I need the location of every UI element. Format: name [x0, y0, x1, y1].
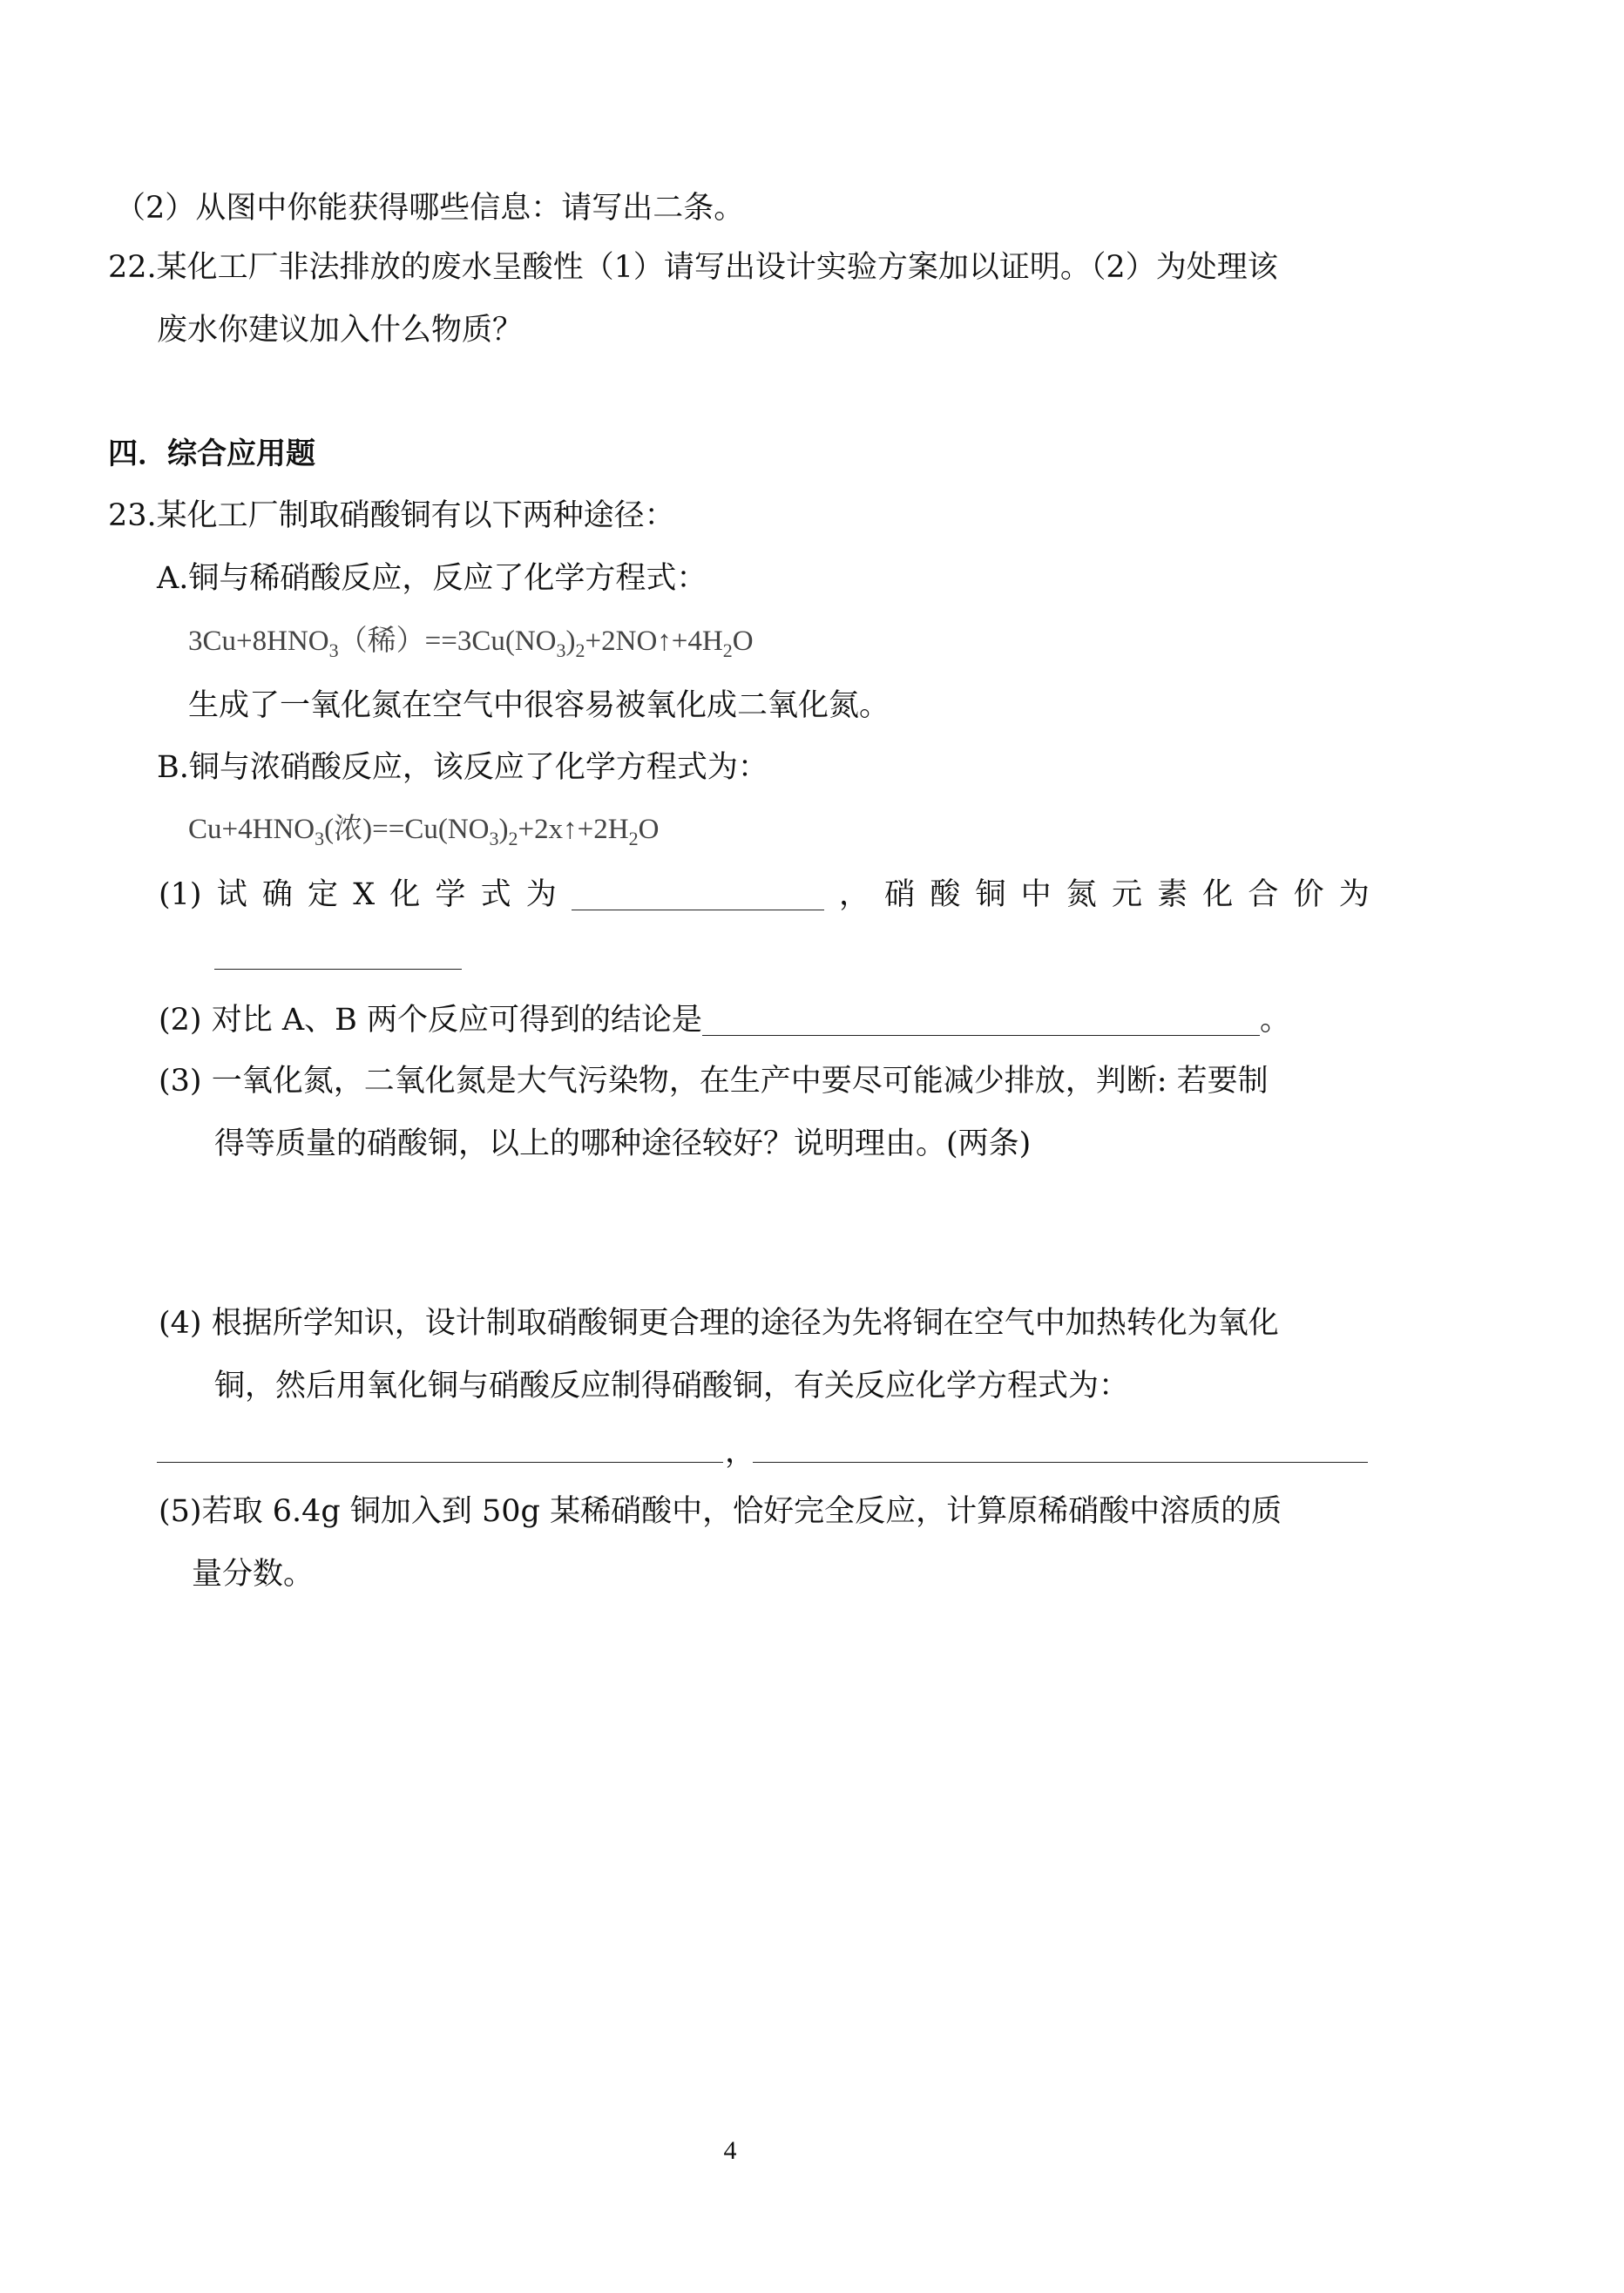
q23-sub3-line1: (3) 一氧化氮，二氧化氮是大气污染物，在生产中要尽可能减少排放，判断: 若要制: [159, 1064, 1269, 1099]
sub1-char: 化: [1202, 877, 1234, 912]
answer-blank-equation-2[interactable]: [753, 1462, 1368, 1463]
sub1-char: 为: [1338, 877, 1370, 912]
formula-a-subscript: 3: [328, 639, 339, 661]
q22-text-line1: 22.某化工厂非法排放的废水呈酸性（1）请写出设计实验方案加以证明。（2）为处理该: [108, 250, 1278, 285]
formula-b-subscript: 2: [508, 828, 518, 849]
q23-sub2-line: [159, 1005, 1290, 1036]
formula-a-subscript: 3: [556, 639, 566, 661]
formula-b-part: Cu+4HNO: [188, 814, 315, 845]
sub1-char: 试: [216, 877, 247, 912]
answer-blank-valence[interactable]: [214, 969, 462, 970]
sub1-char: 素: [1157, 877, 1188, 912]
q23-sub3-line2: 得等质量的硝酸铜，以上的哪种途径较好？说明理由。(两条): [214, 1126, 1032, 1161]
formula-a-part: （稀）==3Cu(NO: [338, 626, 557, 657]
sub2-prefix: (2) 对比 A、B 两个反应可得到的结论是: [159, 1003, 702, 1038]
sub1-char: (1): [159, 877, 202, 912]
formula-a-part: +2NO↑+4H: [585, 626, 723, 657]
sub1-char: ，: [839, 877, 870, 912]
section-heading: 四．综合应用题: [108, 436, 315, 471]
formula-a-subscript: 2: [722, 639, 733, 661]
q23-sub4-line1: (4) 根据所学知识，设计制取硝酸铜更合理的途径为先将铜在空气中加热转化为氧化: [159, 1306, 1279, 1341]
sub1-char: 学: [435, 877, 466, 912]
q23-a-formula: [188, 627, 754, 660]
formula-a-part: ): [565, 626, 576, 657]
q23-sub1-line1: [159, 877, 1370, 912]
sub2-suffix: 。: [1259, 1003, 1290, 1038]
q23-sub4-line2: 铜，然后用氧化铜与硝酸反应制得硝酸铜，有关反应化学方程式为：: [214, 1369, 1130, 1404]
q22-text-line2: 废水你建议加入什么物质？: [157, 313, 524, 348]
sub1-char: 为: [525, 877, 557, 912]
q21-part2-text: （2）从图中你能获得哪些信息：请写出二条。: [115, 191, 745, 226]
sub1-char: 确: [261, 877, 293, 912]
formula-a-part: O: [732, 626, 754, 657]
sub1-char: 元: [1111, 877, 1142, 912]
q23-sub4-comma: ，: [725, 1435, 756, 1470]
sub1-char: 价: [1293, 877, 1324, 912]
q23-b-formula: [188, 815, 659, 849]
q23-intro-text: 23.某化工厂制取硝酸铜有以下两种途径：: [108, 498, 675, 533]
sub1-char: 定: [308, 877, 339, 912]
formula-b-part: ): [498, 814, 509, 845]
sub1-char: X: [353, 877, 376, 912]
sub1-char: 硝: [884, 877, 916, 912]
q23-a-note: 生成了一氧化氮在空气中很容易被氧化成二氧化氮。: [188, 688, 890, 723]
sub1-char: 酸: [930, 877, 961, 912]
answer-blank-chemical-formula[interactable]: [572, 883, 824, 910]
formula-b-subscript: 2: [628, 828, 639, 849]
formula-a-part: 3Cu+8HNO: [188, 626, 329, 657]
page-number: 4: [723, 2136, 737, 2165]
formula-b-subscript: 3: [315, 828, 325, 849]
sub1-char: 合: [1248, 877, 1279, 912]
sub1-char: 式: [480, 877, 511, 912]
sub1-char: 中: [1020, 877, 1052, 912]
formula-b-subscript: 3: [489, 828, 499, 849]
q23-sub5-line2: 量分数。: [192, 1557, 315, 1592]
q23-b-label: B.铜与浓硝酸反应，该反应了化学方程式为：: [157, 750, 768, 785]
formula-b-part: (浓)==Cu(NO: [324, 814, 490, 845]
formula-b-part: +2x↑+2H: [518, 814, 629, 845]
formula-a-subscript: 2: [575, 639, 585, 661]
sub1-char: 铜: [975, 877, 1006, 912]
sub1-char: 化: [389, 877, 421, 912]
q23-sub5-line1: (5)若取 6.4g 铜加入到 50g 某稀硝酸中，恰好完全反应，计算原稀硝酸中溶质的质: [159, 1494, 1282, 1529]
answer-blank-equation-1[interactable]: [157, 1462, 723, 1463]
sub1-char: 氮: [1066, 877, 1097, 912]
q23-a-label: A.铜与稀硝酸反应，反应了化学方程式：: [157, 561, 707, 596]
answer-blank-conclusion[interactable]: [702, 1009, 1260, 1036]
formula-b-part: O: [638, 814, 660, 845]
